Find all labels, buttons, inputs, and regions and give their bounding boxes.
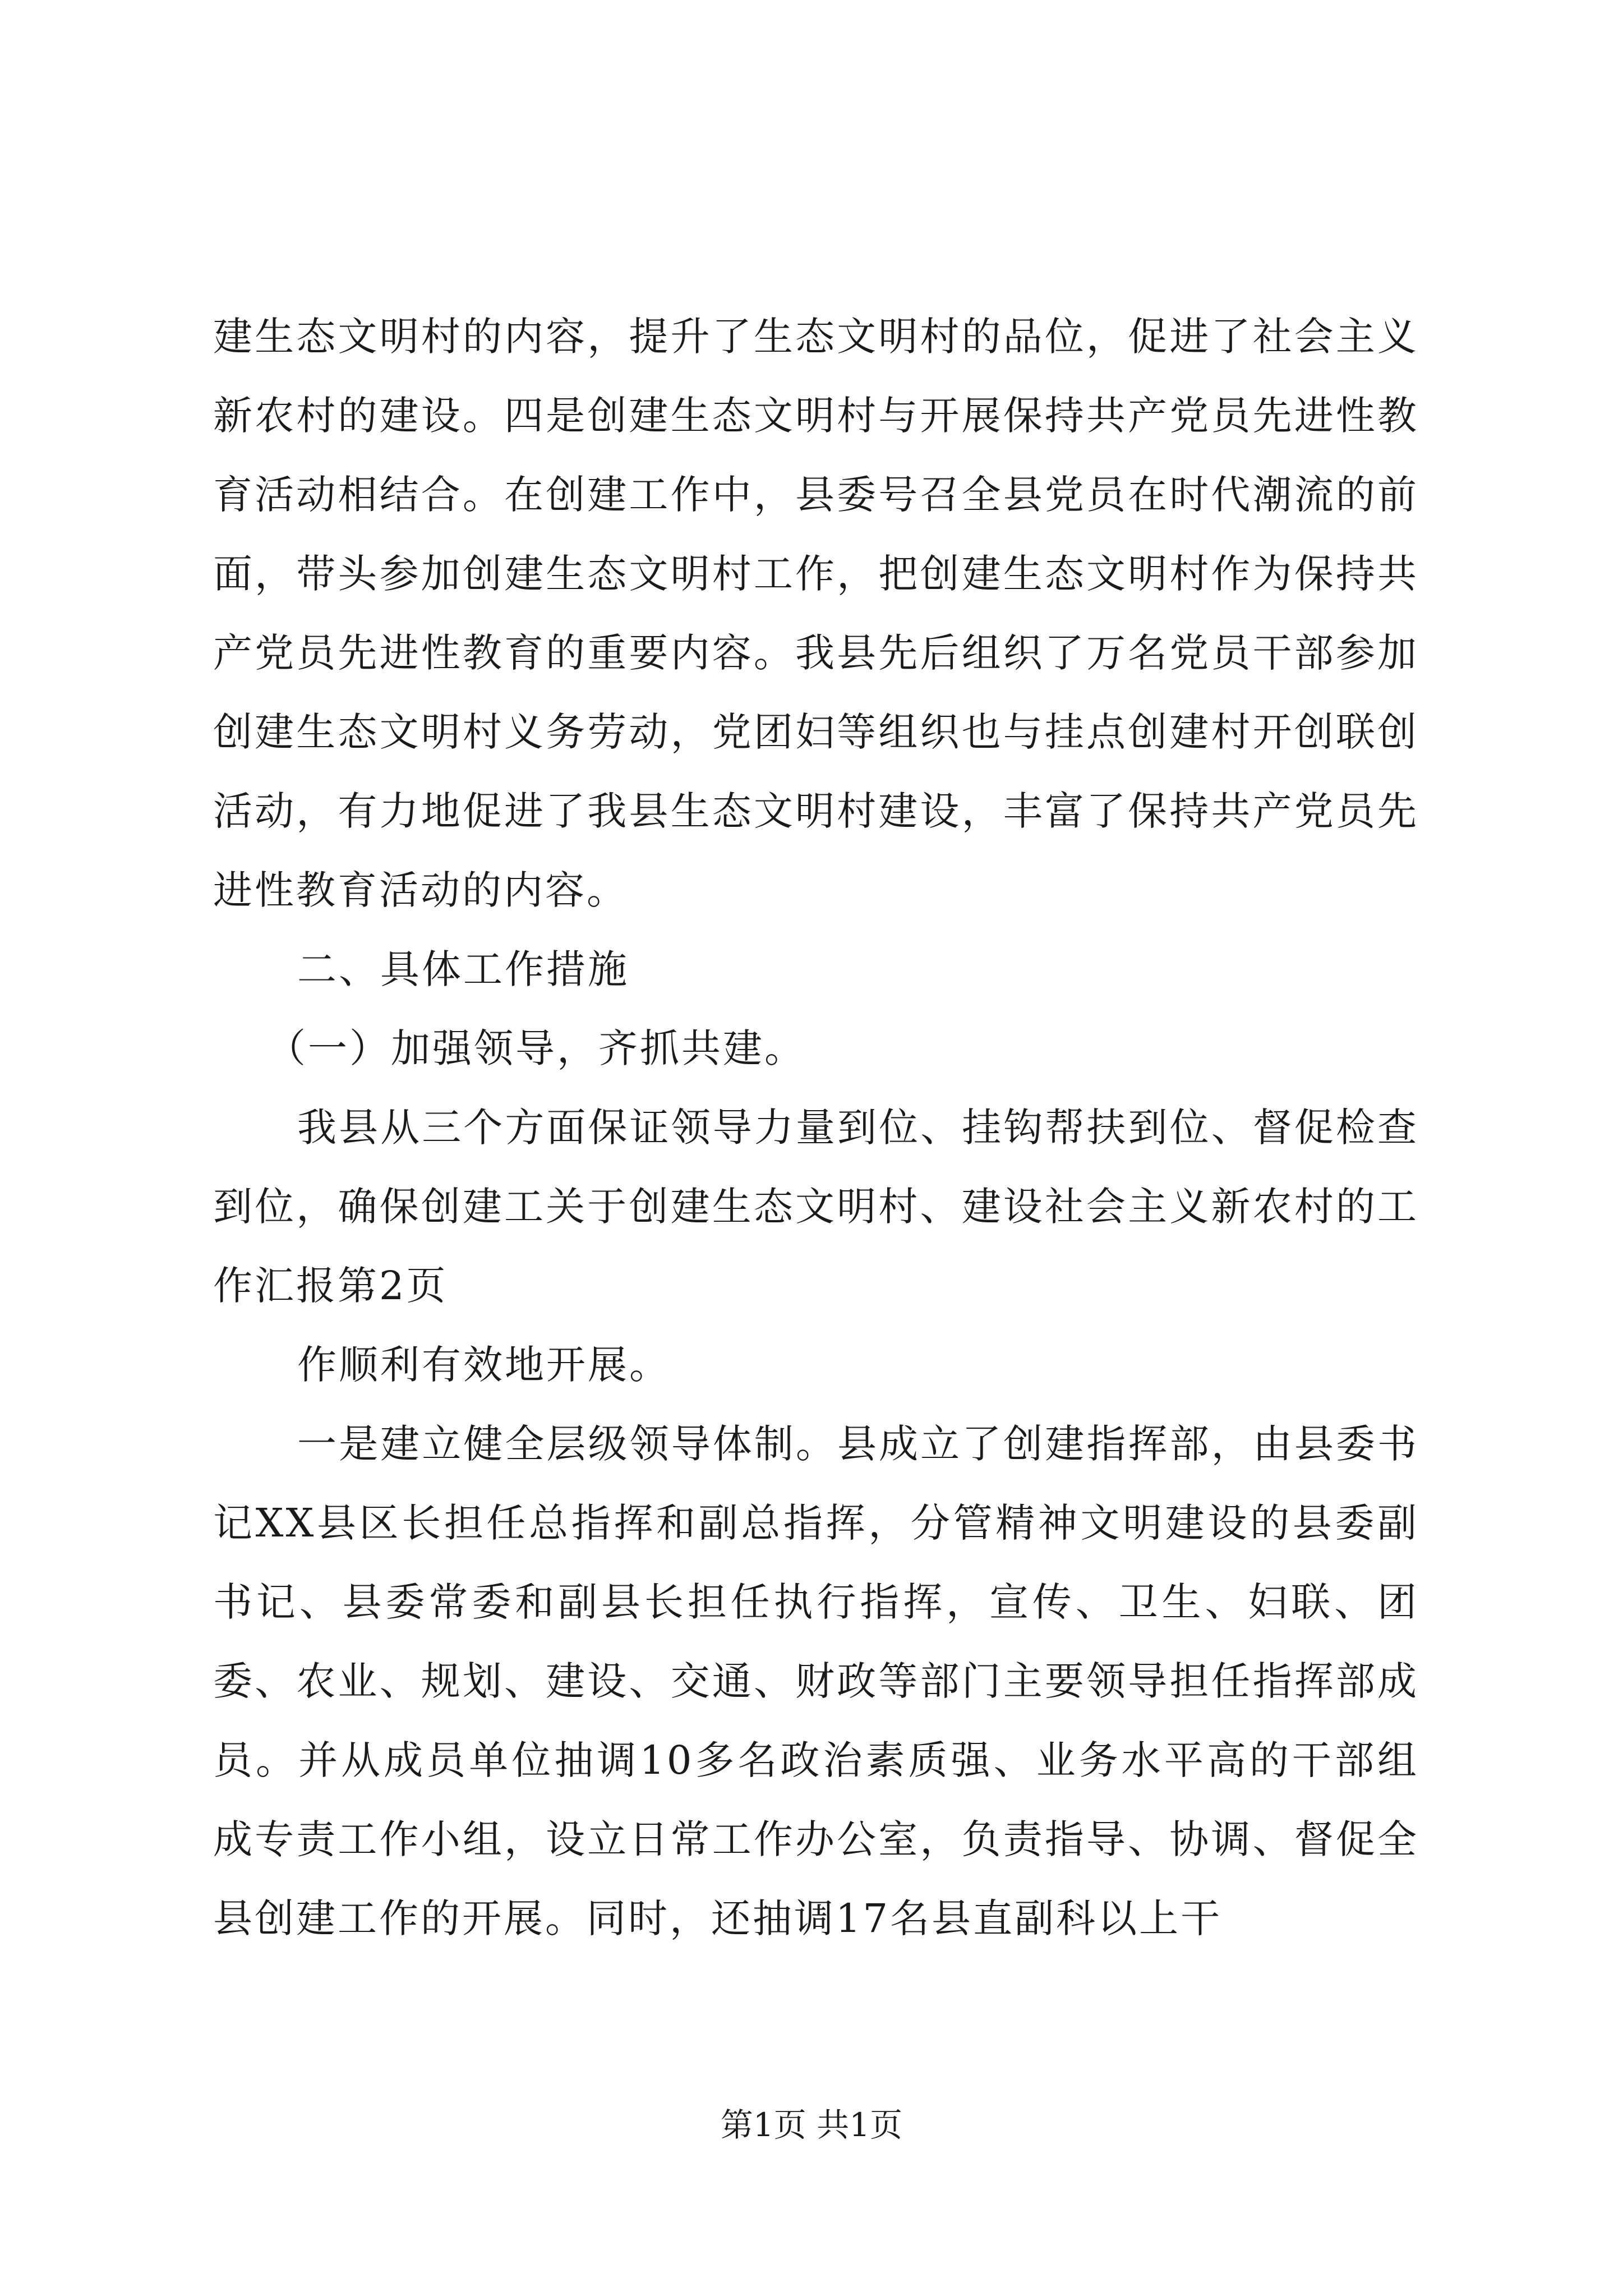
paragraph-measures-continued: 作顺利有效地开展。 bbox=[297, 1342, 671, 1388]
paragraph-leadership-system: 一是建立健全层级领导体制。县成立了创建指挥部，由县委书记XX县区长担任总指挥和副总指挥，分管精神文明建设的县委副书记、县委常委和副县长担任执行指挥，宣传、卫生、妇联、团委、农业、规划、建设、交通、财政等部门主要领导担任指挥部成员。并从成员单位抽调10多名政治素质强、业务水平高的干部组成专责工作小组，设立日常工作办公室，负责指导、协调、督促全县创建工作的开展。同时，还抽调17名县直副科以上干 bbox=[213, 1421, 1419, 1941]
page-footer: 第1页 共1页 bbox=[720, 2106, 903, 2144]
subsection-heading: （一）加强领导，齐抓共建。 bbox=[266, 1025, 806, 1071]
paragraph-continuation: 建生态文明村的内容，提升了生态文明村的品位，促进了社会主义新农村的建设。四是创建生态文明村与开展保持共产党员先进性教育活动相结合。在创建工作中，县委号召全县党员在时代潮流的前面，带头参加创建生态文明村工作，把创建生态文明村作为保持共产党员先进性教育的重要内容。我县先后组织了万名党员干部参加创建生态文明村义务劳动，党团妇等组织也与挂点创建村开创联创活动，有力地促进了我县生态文明村建设，丰富了保持共产党员先进性教育活动的内容。 bbox=[213, 314, 1419, 913]
paragraph-measures-intro: 我县从三个方面保证领导力量到位、挂钩帮扶到位、督促检查到位，确保创建工关于创建生态文明村、建设社会主义新农村的工作汇报第2页 bbox=[213, 1105, 1419, 1309]
section-heading: 二、具体工作措施 bbox=[297, 946, 629, 992]
document-body bbox=[213, 297, 1419, 1958]
